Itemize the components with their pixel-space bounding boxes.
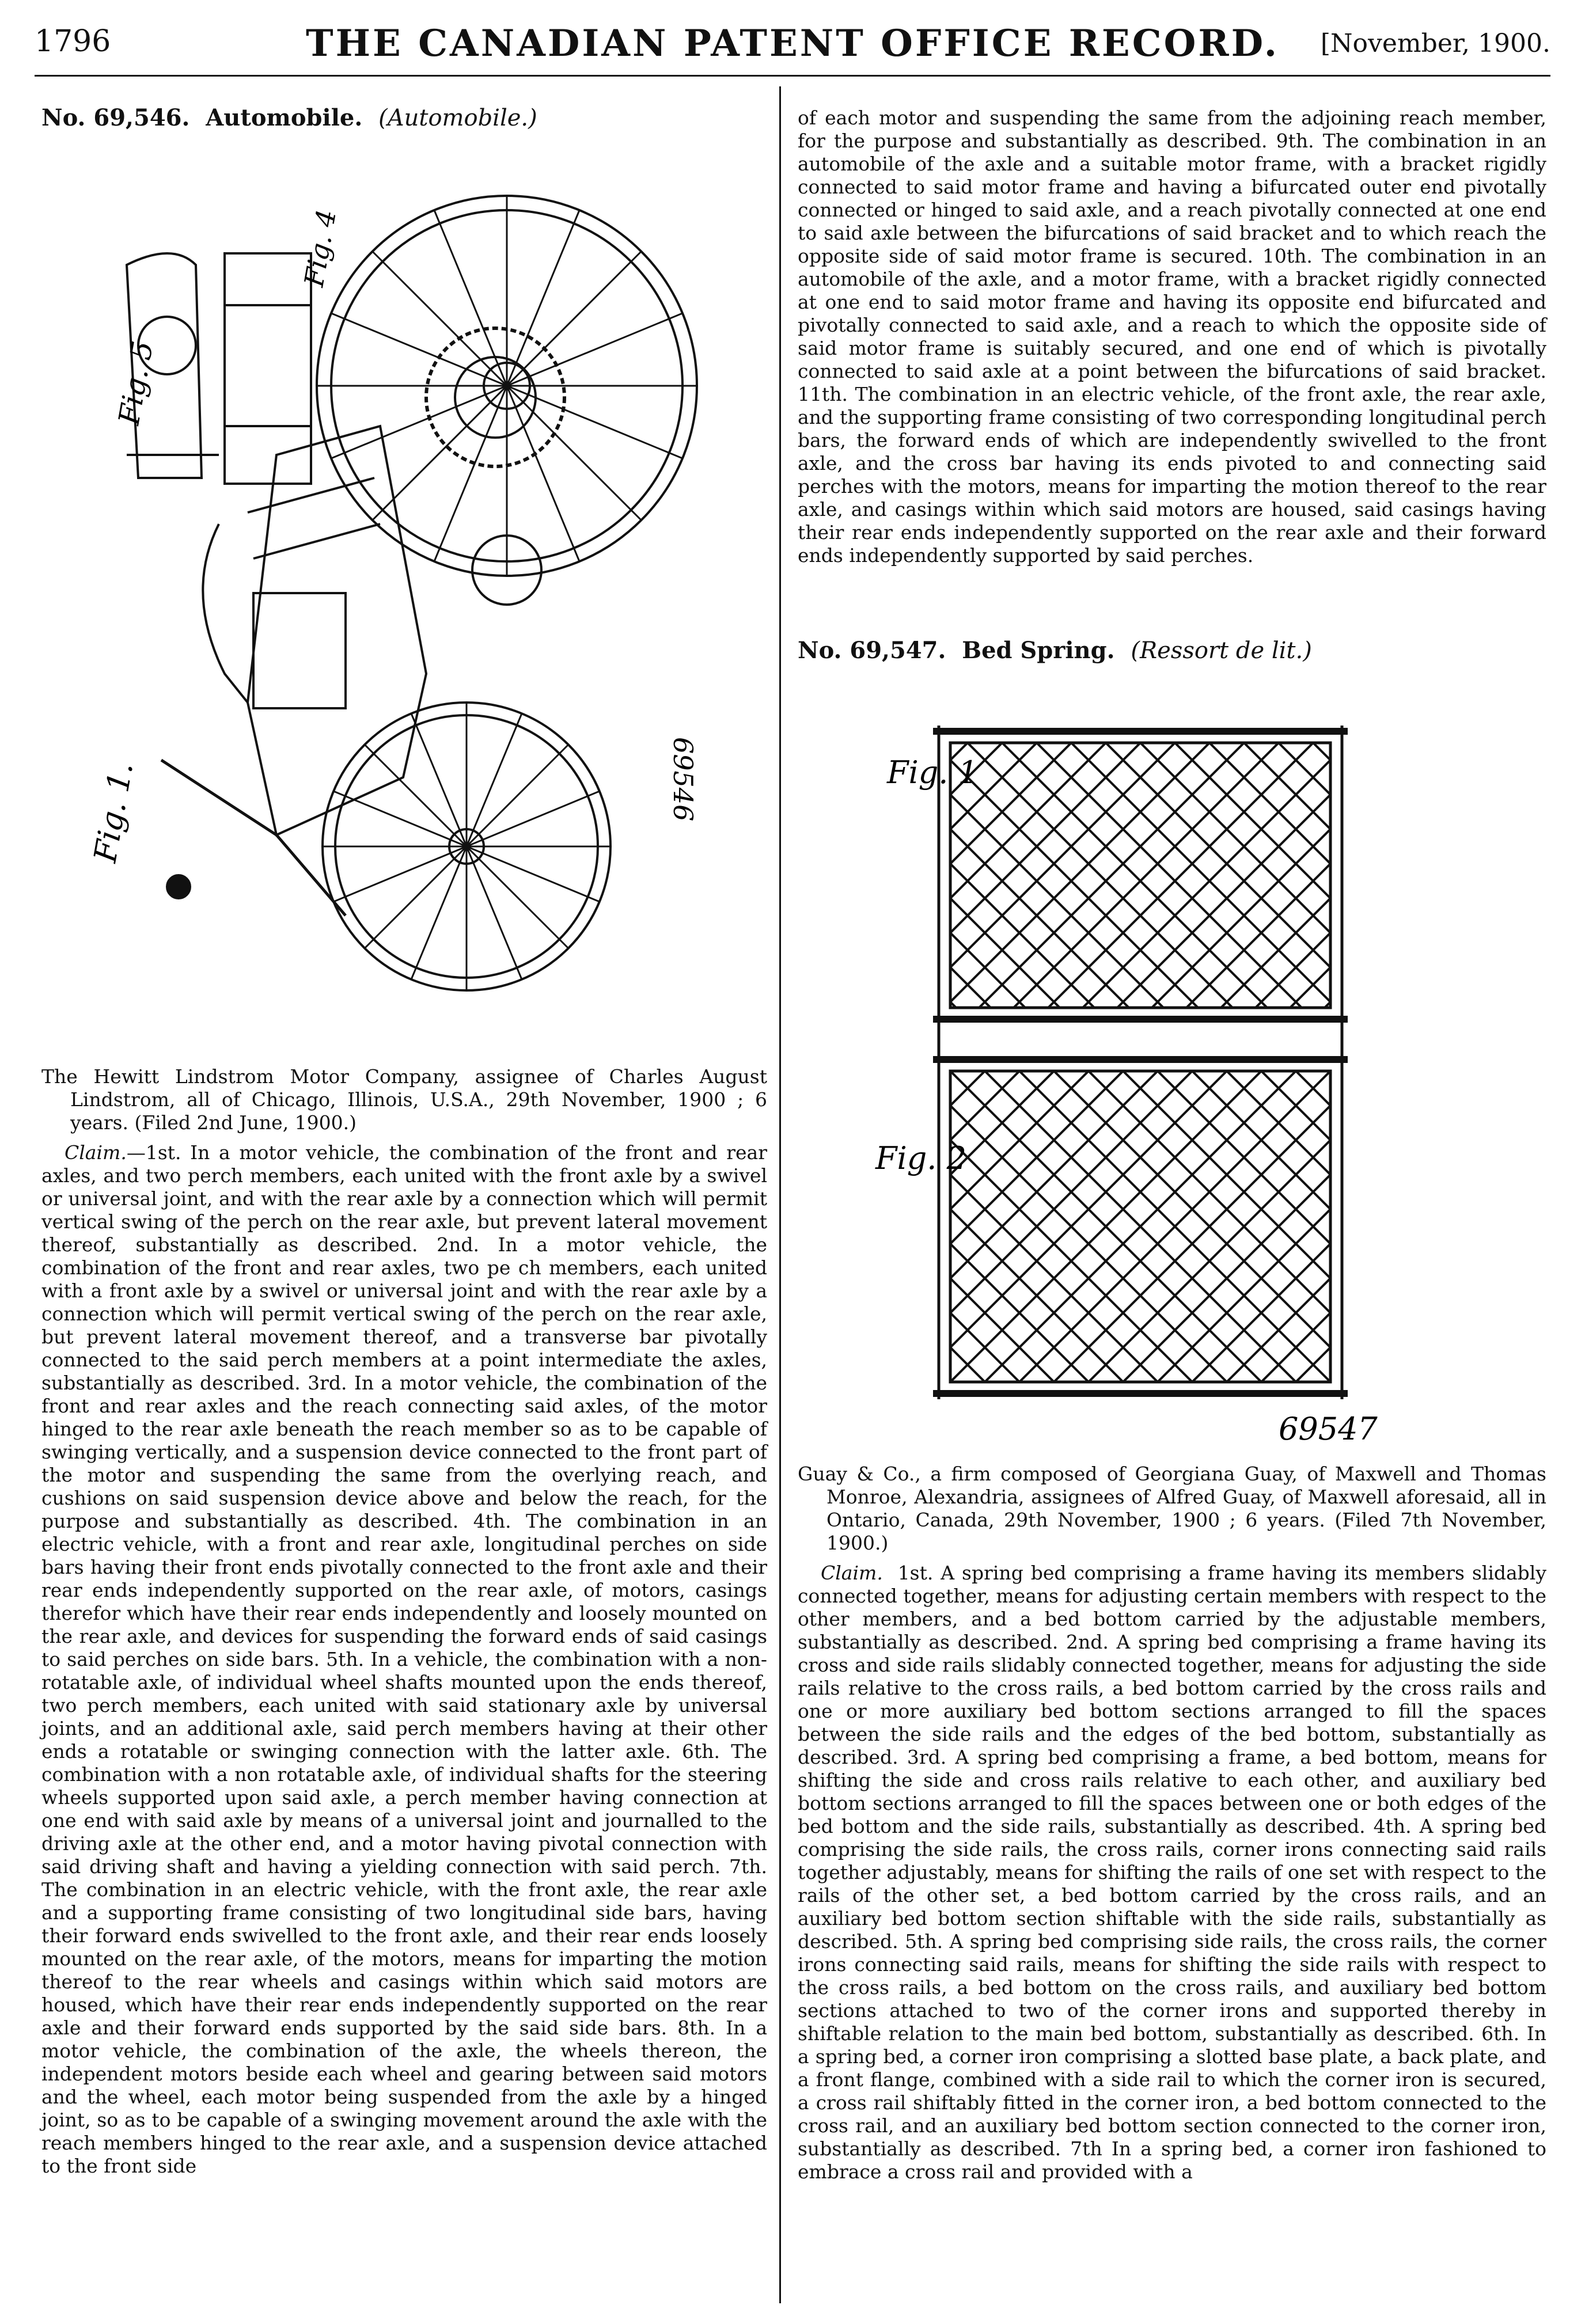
figure-ref-number: 69546 bbox=[668, 737, 699, 822]
claim-label: Claim. bbox=[821, 1562, 883, 1584]
patent-number: No. 69,546. bbox=[41, 104, 190, 131]
fig1-label: Fig. 1. bbox=[86, 759, 141, 865]
journal-title: THE CANADIAN PATENT OFFICE RECORD. bbox=[305, 22, 1280, 65]
patent-69546-continued bbox=[798, 107, 1546, 572]
patent-title-fr: (Ressort de lit.) bbox=[1131, 637, 1312, 664]
claims-text: —1st. In a motor vehicle, the combination of the front and rear axles, and two perch members, each united with the front axle by a swivel or universal joint, and with the rear axle by a connection which will permit vertical swing of the perch on the rear axle, but prevent lateral movement thereof, substantially as described. 2nd. In a motor vehicle, the combination of the front and rear axles, two pe ch members, each united with a front axle by a swivel or universal joint and with the rear axle by a connection which will permit vertical swing of the perch on the rear axle, but prevent lateral movement thereof, and a transverse bar pivotally connected to the said perch members at a point intermediate the axles, substantially as described. 3rd. In a motor vehicle, the combination of the front and rear axles and the reach connecting said axles, of the motor hinged to the rear axle beneath the reach member so as to be capable of swinging vertically, and a suspension device connected to the front part of the motor and suspending the same from the overlying reach, and cushions on said suspension device above and below the reach, for the purpose and substantially as described. 4th. The combination in an electric vehicle, with a front and rear axle, longitudinal perches on side bars having their front ends pivotally connected to the front axle and their rear ends independently supported on the rear axle, of motors, casings therefor which have their rear ends independently and loosely mounted on the rear axle, and devices for suspending the forward ends of said casings to said perches on side bars. 5th. In a vehicle, the combination with a non-rotatable axle, of individual wheel shafts mounted upon the ends thereof, two perch members, each united with said stationary axle by universal joints, and an additional axle, said perch members having at their other ends a rotatable or swinging connection with the latter axle. 6th. The combination with a non rotatable axle, of individual shafts for the steering wheels supported upon said axle, a perch member having connection at one end with said axle by means of a universal joint and journalled to the driving axle at the other end, and a motor having pivotal connection with said driving shaft and having a yielding connection with said perch. 7th. The combination in an electric vehicle, with the front axle, the rear axle and a supporting frame consisting of two longitudinal side bars, having their forward ends swivelled to the front axle, and their rear ends loosely mounted on the rear axle, of the motors, means for imparting the motion thereof to the rear wheels and casings within which said motors are housed, which have their rear ends independently supported on the rear axle and their forward ends supported by the said side bars. 8th. In a motor vehicle, the combination of the axle, the wheels thereon, the independent motors beside each wheel and gearing between said motors and the wheel, each motor being suspended from the axle by a hinged joint, so as to be capable of a swinging movement around the axle with the reach members hinged to the rear axle, and a suspension device attached to the front side bbox=[41, 1141, 767, 2177]
claims-paragraph bbox=[41, 1141, 767, 2178]
fig5-label: Fig. 5 bbox=[112, 338, 160, 428]
patent-title: Automobile. bbox=[206, 104, 363, 131]
patent-title: Bed Spring. bbox=[962, 637, 1115, 664]
claim-label: Claim. bbox=[65, 1141, 127, 1164]
fig2-label: Fig. 2 bbox=[875, 1140, 966, 1176]
patent-69547-text bbox=[798, 1463, 1546, 2188]
bed-spring-drawing bbox=[864, 708, 1469, 1451]
page-number: 1796 bbox=[35, 24, 111, 59]
issue-date: [November, 1900. bbox=[1320, 29, 1550, 58]
patent-69546-heading bbox=[41, 104, 761, 131]
claims-continued: of each motor and suspending the same from the adjoining reach member, for the purpose and substantially as described. 9th. The combination in an automobile of the axle and a suitable motor frame, with a bracket rigidly connected to said motor frame and having a bifurcated outer end pivotally connected or hinged to said axle, and a reach pivotally connected at one end to said axle between the bifurcations of said bracket and to which reach the opposite side of said motor frame is secured. 10th. The combination in an automobile of the axle, and a motor frame, with a bracket rigidly connected at one end to said motor frame and having its opposite end bifurcated and pivotally connected to said axle, and a reach to which the opposite side of said motor frame is suitably secured, and one end of which is pivotally connected to said axle at a point between the bifurcations of said bracket. 11th. The combination in an electric vehicle, of the front axle, the rear axle, and the supporting frame consisting of two corresponding longitudinal perch bars, the forward ends of which are independently swivelled to the front axle, and the cross bar having its ends pivoted to and connecting said perches with the motors, means for imparting the motion thereof to the rear axle, and casings within which said motors are housed, said casings having their rear ends independently supported on the rear axle and their forward ends independently supported by said perches. bbox=[798, 107, 1546, 567]
automobile-figure bbox=[86, 155, 737, 1019]
claims-paragraph bbox=[798, 1562, 1546, 2184]
patent-title-fr: (Automobile.) bbox=[378, 105, 537, 131]
page-header bbox=[0, 17, 1585, 69]
figure-ref-number: 69547 bbox=[1279, 1411, 1378, 1447]
header-rule bbox=[35, 75, 1550, 77]
fig1-label: Fig. 1 bbox=[887, 754, 978, 791]
grant-paragraph: Guay & Co., a firm composed of Georgiana Guay, of Maxwell and Thomas Monroe, Alexandria, assignees of Alfred Guay, of Maxwell aforesaid, all in Ontario, Canada, 29th November, 1900 ; 6 years. (Filed 7th November, 1900.) bbox=[798, 1463, 1546, 1554]
patent-number: No. 69,547. bbox=[798, 637, 946, 664]
fig4-label: Fig. 4 bbox=[298, 207, 343, 289]
patent-69547-heading bbox=[798, 639, 1546, 663]
bed-spring-figure bbox=[864, 708, 1469, 1451]
grant-paragraph: The Hewitt Lindstrom Motor Company, assignee of Charles August Lindstrom, all of Chicago, Illinois, U.S.A., 29th November, 1900 ; 6 years. (Filed 2nd June, 1900.) bbox=[41, 1065, 767, 1134]
column-divider bbox=[779, 86, 781, 2303]
claims-text: 1st. A spring bed comprising a frame having its members slidably connected together, means for adjusting certain members with respect to the other members, and a bed bottom carried by the adjustable members, substantially as described. 2nd. A spring bed comprising a frame having its cross and side rails slidably connected together, means for adjusting the side rails relative to the cross rails, a bed bottom carried by the cross rails and one or more auxiliary bed bottom sections arranged to fill the spaces between the side rails and the edges of the bed bottom, substantially as described. 3rd. A spring bed comprising a frame, a bed bottom, means for shifting the side and cross rails relative to each other, and auxiliary bed bottom sections arranged to fill the spaces between one or both edges of the bed bottom and the side rails, substantially as described. 4th. A spring bed comprising the side rails, the cross rails, corner irons connecting said rails together adjustably, means for shifting the rails of one set with respect to the rails of the other set, a bed bottom carried by the cross rails, and an auxiliary bed bottom section shiftable with the side rails, substantially as described. 5th. A spring bed comprising side rails, the cross rails, the corner irons connecting said rails, means for shifting the side rails with respect to the cross rails, a bed bottom on the cross rails, and auxiliary bed bottom sections attached to two of the corner irons and supported thereby in shiftable relation to the main bed bottom, substantially as described. 6th. In a spring bed, a corner iron comprising a slotted base plate, a back plate, and a front flange, combined with a side rail to which the corner iron is secured, a cross rail shiftably fitted in the corner iron, a bed bottom connected to the cross rail, and an auxiliary bed bottom section connected to the corner iron, substantially as described. 7th In a spring bed, a corner iron fashioned to embrace a cross rail and provided with a bbox=[798, 1562, 1546, 2183]
patent-69546-text bbox=[41, 1065, 767, 2182]
automobile-drawing bbox=[86, 155, 737, 1019]
